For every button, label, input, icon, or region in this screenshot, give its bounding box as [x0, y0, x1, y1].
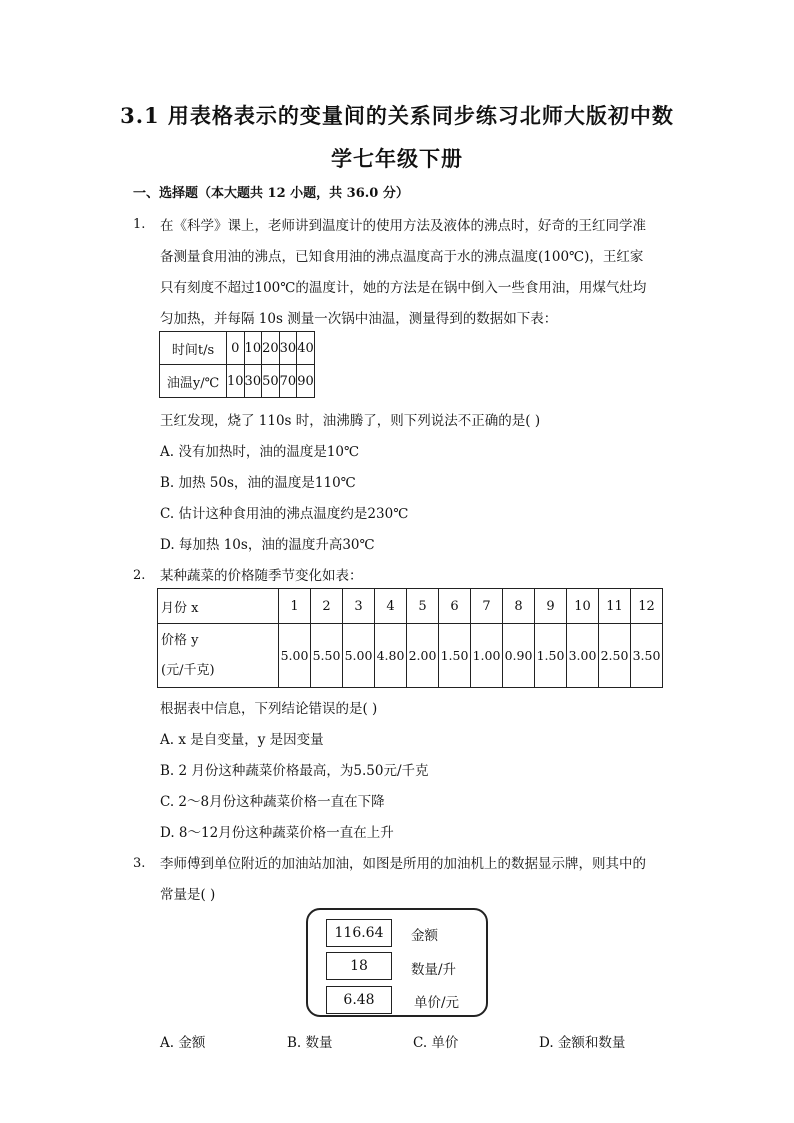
- question-3-option-d[interactable]: D. 金额和数量: [539, 1035, 626, 1051]
- table-cell: 4: [375, 589, 407, 624]
- table-cell: 12: [631, 589, 663, 624]
- question-2-option-a[interactable]: A. x 是自变量，y 是因变量: [160, 732, 324, 748]
- table-cell: 7: [471, 589, 503, 624]
- question-1-number: 1.: [133, 217, 146, 232]
- question-2-option-d[interactable]: D. 8～12月份这种蔬菜价格一直在上升: [160, 825, 394, 841]
- question-1-option-b[interactable]: B. 加热 50s，油的温度是110℃: [160, 475, 356, 491]
- table-cell: 1: [279, 589, 311, 624]
- table-cell: 5.50: [311, 624, 343, 688]
- question-1-option-d[interactable]: D. 每加热 10s，油的温度升高30℃: [160, 537, 375, 553]
- table-cell: 4.80: [375, 624, 407, 688]
- table-cell: 10: [567, 589, 599, 624]
- table-cell: 1.50: [535, 624, 567, 688]
- question-1-prompt: 王红发现，烧了 110s 时，油沸腾了，则下列说法不正确的是( ): [160, 413, 541, 429]
- question-3-option-c[interactable]: C. 单价: [413, 1035, 459, 1051]
- table-row-label: [158, 624, 279, 688]
- table-cell: 1.00: [471, 624, 503, 688]
- amount-label: 金额: [411, 928, 438, 944]
- quantity-value-box: 18: [326, 952, 392, 980]
- question-1-stem-line-1: 在《科学》课上，老师讲到温度计的使用方法及液体的沸点时，好奇的王红同学准: [160, 218, 646, 234]
- table-cell: 0.90: [503, 624, 535, 688]
- table-cell: 30: [279, 332, 297, 365]
- document-title-line-1: 3.1 用表格表示的变量间的关系同步练习北师大版初中数: [120, 103, 674, 128]
- question-3-stem-line-2: 常量是( ): [160, 887, 216, 903]
- price-label-line-2: (元/千克): [161, 662, 215, 678]
- question-1-stem-line-4: 匀加热，并每隔 10s 测量一次锅中油温，测量得到的数据如下表：: [160, 311, 558, 327]
- table-cell: 90: [297, 365, 315, 398]
- question-2-prompt: 根据表中信息，下列结论错误的是( ): [160, 701, 378, 717]
- table-cell: 10: [244, 332, 262, 365]
- table-row-label: 油温y/℃: [160, 365, 227, 398]
- table-cell: 5.00: [343, 624, 375, 688]
- table-cell: 2.00: [407, 624, 439, 688]
- question-3-number: 3.: [133, 856, 146, 871]
- table-cell: 3.50: [631, 624, 663, 688]
- table-row: [160, 332, 315, 365]
- amount-value-box: 116.64: [326, 919, 392, 947]
- question-1-stem-line-2: 备测量食用油的沸点，已知食用油的沸点温度高于水的沸点温度(100℃)，王红家: [160, 249, 644, 265]
- table-row-label: 时间t/s: [160, 332, 227, 365]
- table-cell: 3.00: [567, 624, 599, 688]
- section-heading: 一、选择题（本大题共 12 小题，共 36.0 分）: [133, 186, 409, 201]
- table-cell: 3: [343, 589, 375, 624]
- table-cell: 8: [503, 589, 535, 624]
- question-2-stem: 某种蔬菜的价格随季节变化如表：: [160, 568, 363, 584]
- table-row-label: 月份 x: [158, 589, 279, 624]
- question-1-option-a[interactable]: A. 没有加热时，油的温度是10℃: [160, 444, 360, 460]
- table-cell: 50: [262, 365, 280, 398]
- table-cell: 10: [227, 365, 245, 398]
- table-cell: 1.50: [439, 624, 471, 688]
- table-cell: 2.50: [599, 624, 631, 688]
- question-1-data-table: [159, 331, 315, 398]
- table-row: [158, 589, 663, 624]
- table-cell: 5.00: [279, 624, 311, 688]
- table-row: [160, 365, 315, 398]
- question-1-option-c[interactable]: C. 估计这种食用油的沸点温度约是230℃: [160, 506, 409, 522]
- document-title-line-2: 学七年级下册: [331, 146, 463, 171]
- question-1-stem-line-3: 只有刻度不超过100℃的温度计，她的方法是在锅中倒入一些食用油，用煤气灶均: [160, 280, 647, 296]
- table-cell: 5: [407, 589, 439, 624]
- table-cell: 11: [599, 589, 631, 624]
- table-cell: 30: [244, 365, 262, 398]
- question-2-price-table: [157, 588, 663, 688]
- quantity-label: 数量/升: [411, 962, 457, 978]
- table-cell: 0: [227, 332, 245, 365]
- unit-price-label: 单价/元: [414, 995, 460, 1011]
- table-cell: 20: [262, 332, 280, 365]
- table-row: [158, 624, 663, 688]
- table-cell: 2: [311, 589, 343, 624]
- question-2-number: 2.: [133, 568, 146, 583]
- question-2-option-c[interactable]: C. 2～8月份这种蔬菜价格一直在下降: [160, 794, 385, 810]
- unit-price-value-box: 6.48: [326, 986, 392, 1014]
- table-cell: 9: [535, 589, 567, 624]
- table-cell: 40: [297, 332, 315, 365]
- question-3-option-a[interactable]: A. 金额: [160, 1035, 206, 1051]
- table-cell: 6: [439, 589, 471, 624]
- question-3-stem-line-1: 李师傅到单位附近的加油站加油，如图是所用的加油机上的数据显示牌，则其中的: [160, 856, 646, 872]
- question-2-option-b[interactable]: B. 2 月份这种蔬菜价格最高，为5.50元/千克: [160, 763, 429, 779]
- price-label-line-1: 价格 y: [161, 632, 199, 648]
- question-3-option-b[interactable]: B. 数量: [287, 1035, 333, 1051]
- table-cell: 70: [279, 365, 297, 398]
